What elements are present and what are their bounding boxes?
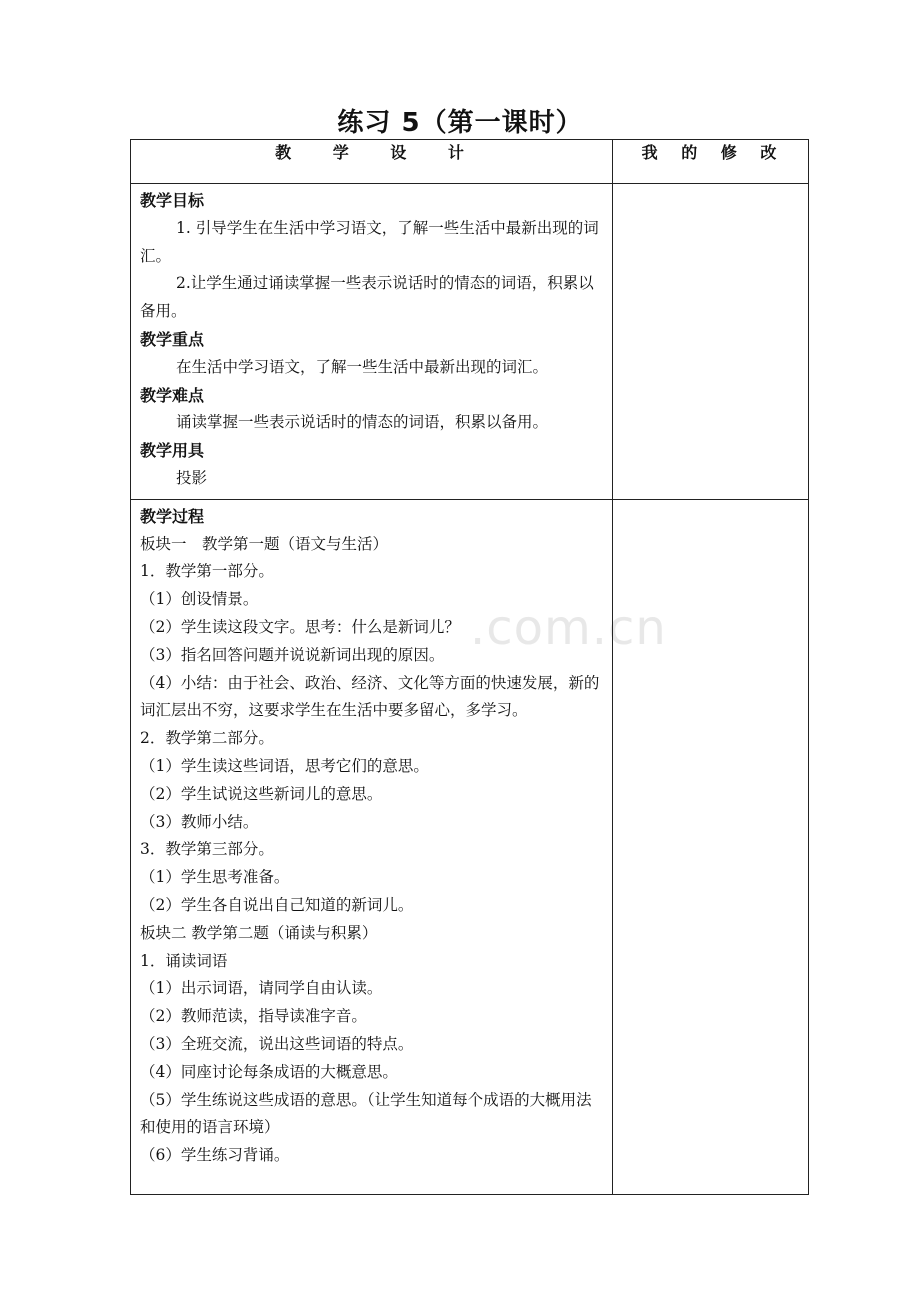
key-points-text: 在生活中学习语文，了解一些生活中最新出现的词汇。: [176, 357, 549, 376]
process-line: （4）同座讨论每条成语的大概意思。: [140, 1062, 398, 1081]
difficulty-text: 诵读掌握一些表示说话时的情态的词语，积累以备用。: [176, 413, 549, 432]
table-header-row: [131, 140, 809, 184]
process-line: （2）学生各自说出自己知道的新词儿。: [140, 895, 414, 914]
process-line: 2．教学第二部分。: [140, 729, 274, 748]
process-line: （2）教师范读，指导读准字音。: [140, 1007, 367, 1026]
process-line: （2）学生读这段文字。思考：什么是新词儿？: [140, 617, 460, 636]
process-line: （1）学生读这些词语，思考它们的意思。: [140, 756, 429, 775]
revision-cell-1[interactable]: [613, 184, 809, 500]
process-line: （3）指名回答问题并说说新词出现的原因。: [140, 645, 445, 664]
process-line: 板块二 教学第二题（诵读与积累）: [140, 923, 378, 942]
tools-text: 投影: [176, 468, 208, 487]
watermark: .com.cn: [470, 600, 667, 656]
process-line: （1）出示词语，请同学自由认读。: [140, 979, 383, 998]
table-row: [131, 184, 809, 500]
process-line: 1．诵读词语: [140, 951, 228, 970]
process-line: 板块一 教学第一题（语文与生活）: [140, 534, 389, 553]
lesson-plan-table: [130, 139, 809, 1195]
process-line: （4）小结：由于社会、政治、经济、文化等方面的快速发展，新的词汇层出不穷，这要求学生在生活中要多留心，多学习。: [140, 673, 600, 720]
process-line: 1．教学第一部分。: [140, 562, 274, 581]
goal-1: 1. 引导学生在生活中学习语文，了解一些生活中最新出现的词汇。: [140, 218, 599, 265]
goals-heading: 教学目标: [140, 191, 205, 210]
header-revision: 我 的 修 改: [613, 140, 809, 184]
process-line: （6）学生练习背诵。: [140, 1146, 290, 1165]
process-line: （2）学生试说这些新词儿的意思。: [140, 784, 383, 803]
revision-cell-2[interactable]: [613, 499, 809, 1194]
design-cell-process: [131, 499, 613, 1194]
process-line: （1）学生思考准备。: [140, 868, 290, 887]
process-line: （1）创设情景。: [140, 590, 259, 609]
process-line: （3）全班交流，说出这些词语的特点。: [140, 1034, 414, 1053]
header-design: 教 学 设 计: [131, 140, 613, 184]
design-cell-objectives: [131, 184, 613, 500]
table-row: [131, 499, 809, 1194]
difficulty-heading: 教学难点: [140, 385, 205, 405]
process-heading: 教学过程: [140, 506, 205, 526]
process-line: 3．教学第三部分。: [140, 840, 274, 859]
process-line: （5）学生练说这些成语的意思。（让学生知道每个成语的大概用法和使用的语言环境）: [140, 1090, 592, 1137]
goal-2: 2.让学生通过诵读掌握一些表示说话时的情态的词语，积累以备用。: [140, 274, 594, 321]
process-line: （3）教师小结。: [140, 812, 259, 831]
key-points-heading: 教学重点: [140, 329, 205, 349]
tools-heading: 教学用具: [140, 441, 205, 461]
page-title: 练习 5（第一课时）: [337, 108, 583, 138]
